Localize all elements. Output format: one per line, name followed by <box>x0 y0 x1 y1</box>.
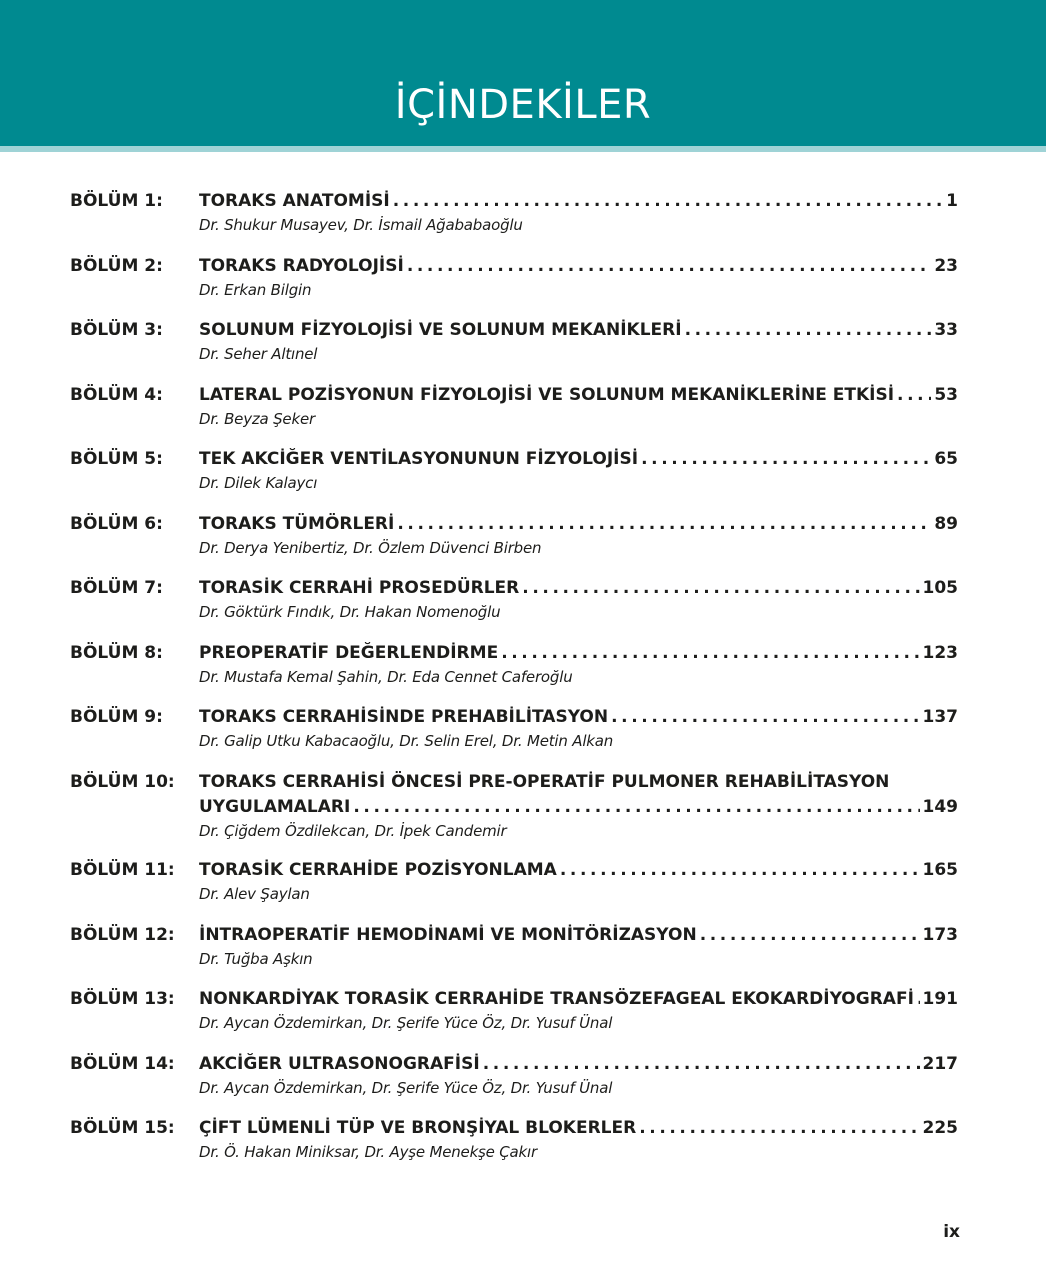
chapter-label: BÖLÜM 8: <box>70 642 163 663</box>
chapter-label: BÖLÜM 3: <box>70 320 163 340</box>
chapter-label: BÖLÜM 13: <box>70 989 175 1009</box>
chapter-label: BÖLÜM 14: <box>70 1053 175 1074</box>
chapter-authors: Dr. Aycan Özdemirkan, Dr. Şerife Yüce Öz, Dr. Yusuf Ünal <box>199 1014 613 1032</box>
chapter-label: BÖLÜM 11: <box>70 860 175 880</box>
dot-leader <box>560 858 920 883</box>
toc-entry[interactable] <box>70 254 958 319</box>
dot-leader <box>522 576 919 601</box>
chapter-title: TEK AKCİĞER VENTİLASYONUNUN FİZYOLOJİSİ <box>199 449 639 469</box>
chapter-authors: Dr. Çiğdem Özdilekcan, Dr. İpek Candemir <box>199 821 507 840</box>
chapter-page-number: 149 <box>922 796 958 817</box>
dot-leader <box>393 189 943 214</box>
dot-leader <box>917 987 920 1012</box>
dot-leader <box>501 641 919 666</box>
chapter-page-number: 225 <box>922 1118 958 1138</box>
chapter-title: ÇİFT LÜMENLİ TÜP VE BRONŞİYAL BLOKERLER <box>199 1118 637 1138</box>
toc-entry[interactable] <box>70 383 958 448</box>
chapter-label: BÖLÜM 15: <box>70 1118 175 1138</box>
toc-entry[interactable] <box>70 447 958 512</box>
toc-entry[interactable] <box>70 923 958 988</box>
dot-leader <box>407 254 932 279</box>
chapter-page-number: 65 <box>934 449 958 469</box>
chapter-page-number: 123 <box>922 642 958 663</box>
dot-leader <box>685 318 932 343</box>
chapter-label: BÖLÜM 4: <box>70 384 163 405</box>
chapter-authors: Dr. Ö. Hakan Miniksar, Dr. Ayşe Menekşe Çakır <box>199 1143 537 1161</box>
dot-leader <box>639 1116 919 1141</box>
chapter-label: BÖLÜM 9: <box>70 707 163 727</box>
chapter-page-number: 53 <box>934 384 958 405</box>
dot-leader <box>353 795 919 820</box>
toc-entry[interactable] <box>70 576 958 641</box>
chapter-label: BÖLÜM 1: <box>70 191 163 211</box>
table-of-contents <box>70 189 958 1181</box>
chapter-title: PREOPERATİF DEĞERLENDİRME <box>199 642 499 663</box>
chapter-label: BÖLÜM 6: <box>70 513 163 534</box>
chapter-title: TORAKS RADYOLOJİSİ <box>199 255 404 276</box>
dot-leader <box>611 705 919 730</box>
chapter-authors: Dr. Aycan Özdemirkan, Dr. Şerife Yüce Öz, Dr. Yusuf Ünal <box>199 1078 613 1097</box>
toc-entry[interactable] <box>70 641 958 706</box>
chapter-title: TORAKS ANATOMİSİ <box>199 191 390 211</box>
toc-entry[interactable] <box>70 318 958 383</box>
chapter-authors: Dr. Göktürk Fındık, Dr. Hakan Nomenoğlu <box>199 603 501 621</box>
chapter-title: SOLUNUM FİZYOLOJİSİ VE SOLUNUM MEKANİKLERİ <box>199 320 682 340</box>
dot-leader <box>641 447 931 472</box>
chapter-title-first-line: TORAKS CERRAHİSİ ÖNCESİ PRE-OPERATİF PULMONER REHABİLİTASYON <box>199 771 890 792</box>
toc-entry[interactable] <box>70 987 958 1052</box>
chapter-title: TORASİK CERRAHİDE POZİSYONLAMA <box>199 860 557 880</box>
toc-entry[interactable] <box>70 512 958 577</box>
toc-entry[interactable] <box>70 1052 958 1117</box>
chapter-title: TORASİK CERRAHİ PROSEDÜRLER <box>199 578 520 598</box>
dot-leader <box>700 923 920 948</box>
dot-leader <box>897 383 931 408</box>
chapter-label: BÖLÜM 12: <box>70 924 175 945</box>
chapter-authors: Dr. Galip Utku Kabacaoğlu, Dr. Selin Erel, Dr. Metin Alkan <box>199 732 614 750</box>
chapter-page-number: 217 <box>922 1053 958 1074</box>
chapter-label: BÖLÜM 5: <box>70 449 163 469</box>
page-number: ix <box>943 1222 960 1242</box>
chapter-page-number: 1 <box>946 191 958 211</box>
chapter-authors: Dr. Beyza Şeker <box>199 409 315 428</box>
toc-entry[interactable] <box>70 1116 958 1181</box>
chapter-title: LATERAL POZİSYONUN FİZYOLOJİSİ VE SOLUNUM MEKANİKLERİNE ETKİSİ <box>199 384 895 405</box>
chapter-title: TORAKS TÜMÖRLERİ <box>199 513 395 534</box>
page-title: İÇİNDEKİLER <box>394 82 652 128</box>
dot-leader <box>397 512 931 537</box>
chapter-authors: Dr. Derya Yenibertiz, Dr. Özlem Düvenci Birben <box>199 538 542 557</box>
chapter-authors: Dr. Shukur Musayev, Dr. İsmail Ağababaoğlu <box>199 216 523 234</box>
chapter-title: TORAKS CERRAHİSİNDE PREHABİLİTASYON <box>199 707 609 727</box>
chapter-page-number: 23 <box>934 255 958 276</box>
toc-entry[interactable] <box>70 705 958 770</box>
chapter-label: BÖLÜM 7: <box>70 578 163 598</box>
chapter-authors: Dr. Tuğba Aşkın <box>199 949 313 968</box>
chapter-title: İNTRAOPERATİF HEMODİNAMİ VE MONİTÖRİZASYON <box>199 924 697 945</box>
chapter-authors: Dr. Dilek Kalaycı <box>199 474 318 492</box>
chapter-page-number: 191 <box>922 989 958 1009</box>
toc-entry[interactable] <box>70 770 958 859</box>
chapter-page-number: 165 <box>922 860 958 880</box>
chapter-page-number: 105 <box>922 578 958 598</box>
chapter-label: BÖLÜM 10: <box>70 771 175 792</box>
chapter-page-number: 33 <box>934 320 958 340</box>
dot-leader <box>483 1052 920 1077</box>
chapter-page-number: 173 <box>922 924 958 945</box>
chapter-title: NONKARDİYAK TORASİK CERRAHİDE TRANSÖZEFAGEAL EKOKARDİYOGRAFİ <box>199 989 914 1009</box>
toc-entry[interactable] <box>70 189 958 254</box>
header-stripe <box>0 146 1046 152</box>
toc-entry[interactable] <box>70 858 958 923</box>
chapter-title: UYGULAMALARI <box>199 796 351 817</box>
chapter-page-number: 89 <box>934 513 958 534</box>
chapter-label: BÖLÜM 2: <box>70 255 163 276</box>
chapter-authors: Dr. Mustafa Kemal Şahin, Dr. Eda Cennet Caferoğlu <box>199 667 573 686</box>
chapter-title: AKCİĞER ULTRASONOGRAFİSİ <box>199 1053 480 1074</box>
chapter-authors: Dr. Alev Şaylan <box>199 885 310 903</box>
chapter-authors: Dr. Seher Altınel <box>199 345 318 363</box>
chapter-page-number: 137 <box>922 707 958 727</box>
chapter-authors: Dr. Erkan Bilgin <box>199 280 312 299</box>
